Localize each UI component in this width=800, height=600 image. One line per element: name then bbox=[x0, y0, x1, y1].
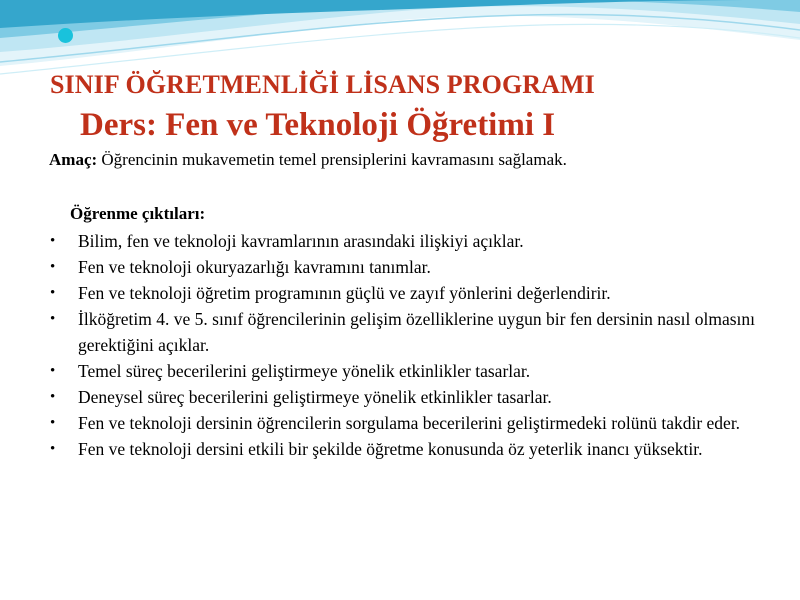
aim-statement bbox=[49, 150, 567, 170]
aim-text: Öğrencinin mukavemetin temel prensiplerini kavramasını sağlamak. bbox=[97, 150, 567, 169]
bullet-icon: • bbox=[50, 311, 56, 327]
outcome-text: Fen ve teknoloji öğretim programının güçlü ve zayıf yönlerini değerlendirir. bbox=[78, 283, 611, 303]
outcome-text: Bilim, fen ve teknoloji kavramlarının arasındaki ilişkiyi açıklar. bbox=[78, 231, 524, 251]
outcome-text: İlköğretim 4. ve 5. sınıf öğrencilerinin gelişim özelliklerine uygun bir fen dersinin nasıl olmasını gerektiğini açıklar. bbox=[78, 309, 756, 355]
bullet-icon: • bbox=[50, 259, 56, 275]
slide-title: SINIF ÖĞRETMENLİĞİ LİSANS PROGRAMI bbox=[50, 70, 595, 99]
list-item bbox=[48, 280, 778, 306]
outcome-text: Fen ve teknoloji okuryazarlığı kavramını tanımlar. bbox=[78, 257, 431, 277]
outcomes-list bbox=[48, 228, 778, 462]
outcome-text: Deneysel süreç becerilerini geliştirmeye yönelik etkinlikler tasarlar. bbox=[78, 387, 552, 407]
aim-label: Amaç: bbox=[49, 150, 98, 169]
bullet-icon: • bbox=[50, 441, 56, 457]
list-item bbox=[48, 306, 778, 358]
list-item bbox=[48, 384, 778, 410]
outcome-text: Fen ve teknoloji dersini etkili bir şekilde öğretme konusunda öz yeterlik inancı yüksektir. bbox=[78, 439, 703, 459]
outcome-text: Fen ve teknoloji dersinin öğrencilerin sorgulama becerilerini geliştirmedeki rolünü takdir eder. bbox=[78, 413, 741, 433]
bullet-icon: • bbox=[50, 389, 56, 405]
list-item bbox=[48, 436, 778, 462]
bullet-icon: • bbox=[50, 285, 56, 301]
outcome-text: Temel süreç becerilerini geliştirmeye yönelik etkinlikler tasarlar. bbox=[78, 361, 531, 381]
list-item bbox=[48, 358, 778, 384]
course-title: Ders: Fen ve Teknoloji Öğretimi I bbox=[80, 107, 556, 143]
list-item bbox=[48, 410, 778, 436]
outcomes-heading: Öğrenme çıktıları: bbox=[70, 204, 206, 223]
list-item bbox=[48, 254, 778, 280]
bullet-icon: • bbox=[50, 363, 56, 379]
list-item bbox=[48, 228, 778, 254]
decorative-bullet-icon bbox=[58, 28, 73, 43]
bullet-icon: • bbox=[50, 415, 56, 431]
bullet-icon: • bbox=[50, 233, 56, 249]
